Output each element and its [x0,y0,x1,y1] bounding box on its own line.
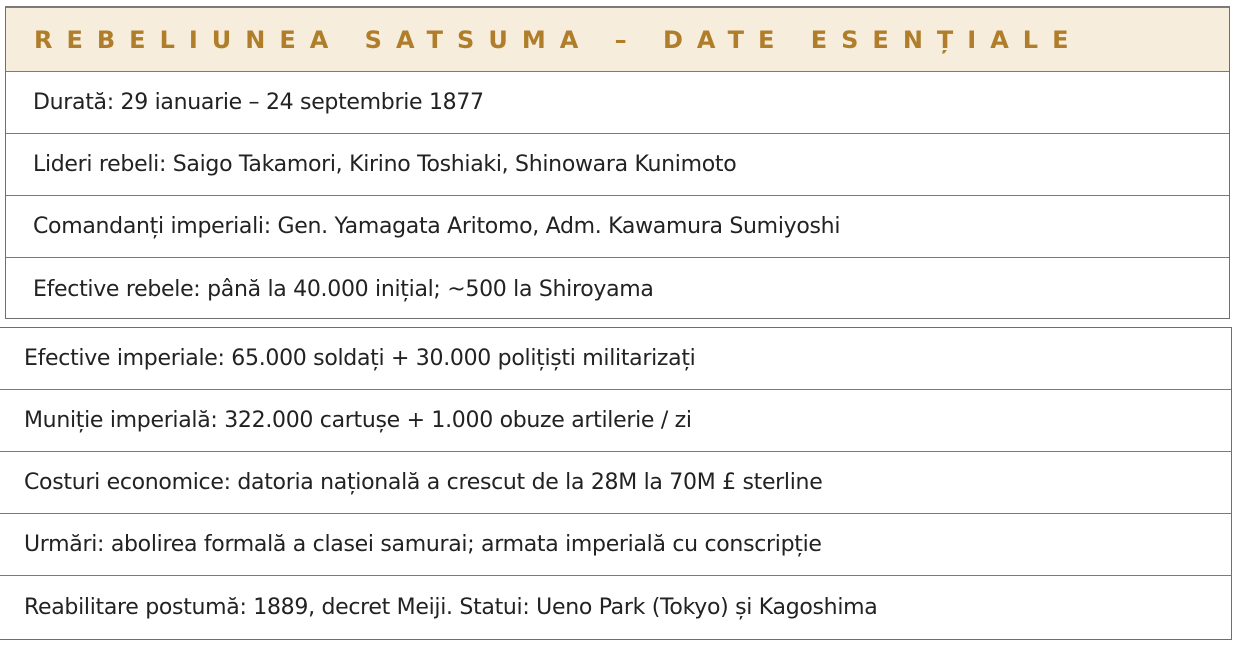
fact-text: Durată: 29 ianuarie – 24 septembrie 1877 [33,90,484,115]
fact-text: Costuri economice: datoria națională a crescut de la 28M la 70M £ sterline [24,470,823,495]
facts-card-top [5,6,1230,319]
fact-row-imperial-ammunition [0,390,1231,452]
fact-row-consequences [0,514,1231,576]
fact-text: Lideri rebeli: Saigo Takamori, Kirino Toshiaki, Shinowara Kunimoto [33,152,737,177]
fact-text: Urmări: abolirea formală a clasei samurai; armata imperială cu conscripție [24,532,822,557]
fact-text: Efective imperiale: 65.000 soldați + 30.000 polițiști militarizați [24,346,696,371]
facts-card-bottom [0,327,1232,640]
fact-text: Comandanți imperiali: Gen. Yamagata Aritomo, Adm. Kawamura Sumiyoshi [33,214,841,239]
fact-text: Reabilitare postumă: 1889, decret Meiji. Statui: Ueno Park (Tokyo) și Kagoshima [24,594,878,620]
fact-row-economic-costs [0,452,1231,514]
fact-row-rebel-leaders [6,134,1229,196]
table-title: REBELIUNEA SATSUMA – DATE ESENȚIALE [34,25,1083,54]
fact-text: Muniție imperială: 322.000 cartușe + 1.000 obuze artilerie / zi [24,408,692,433]
fact-text: Efective rebele: până la 40.000 inițial; ~500 la Shiroyama [33,276,654,302]
fact-row-duration [6,72,1229,134]
fact-row-posthumous-rehabilitation [0,576,1231,638]
fact-row-rebel-forces [6,258,1229,320]
table-header [6,8,1229,72]
fact-row-imperial-commanders [6,196,1229,258]
fact-row-imperial-forces [0,328,1231,390]
